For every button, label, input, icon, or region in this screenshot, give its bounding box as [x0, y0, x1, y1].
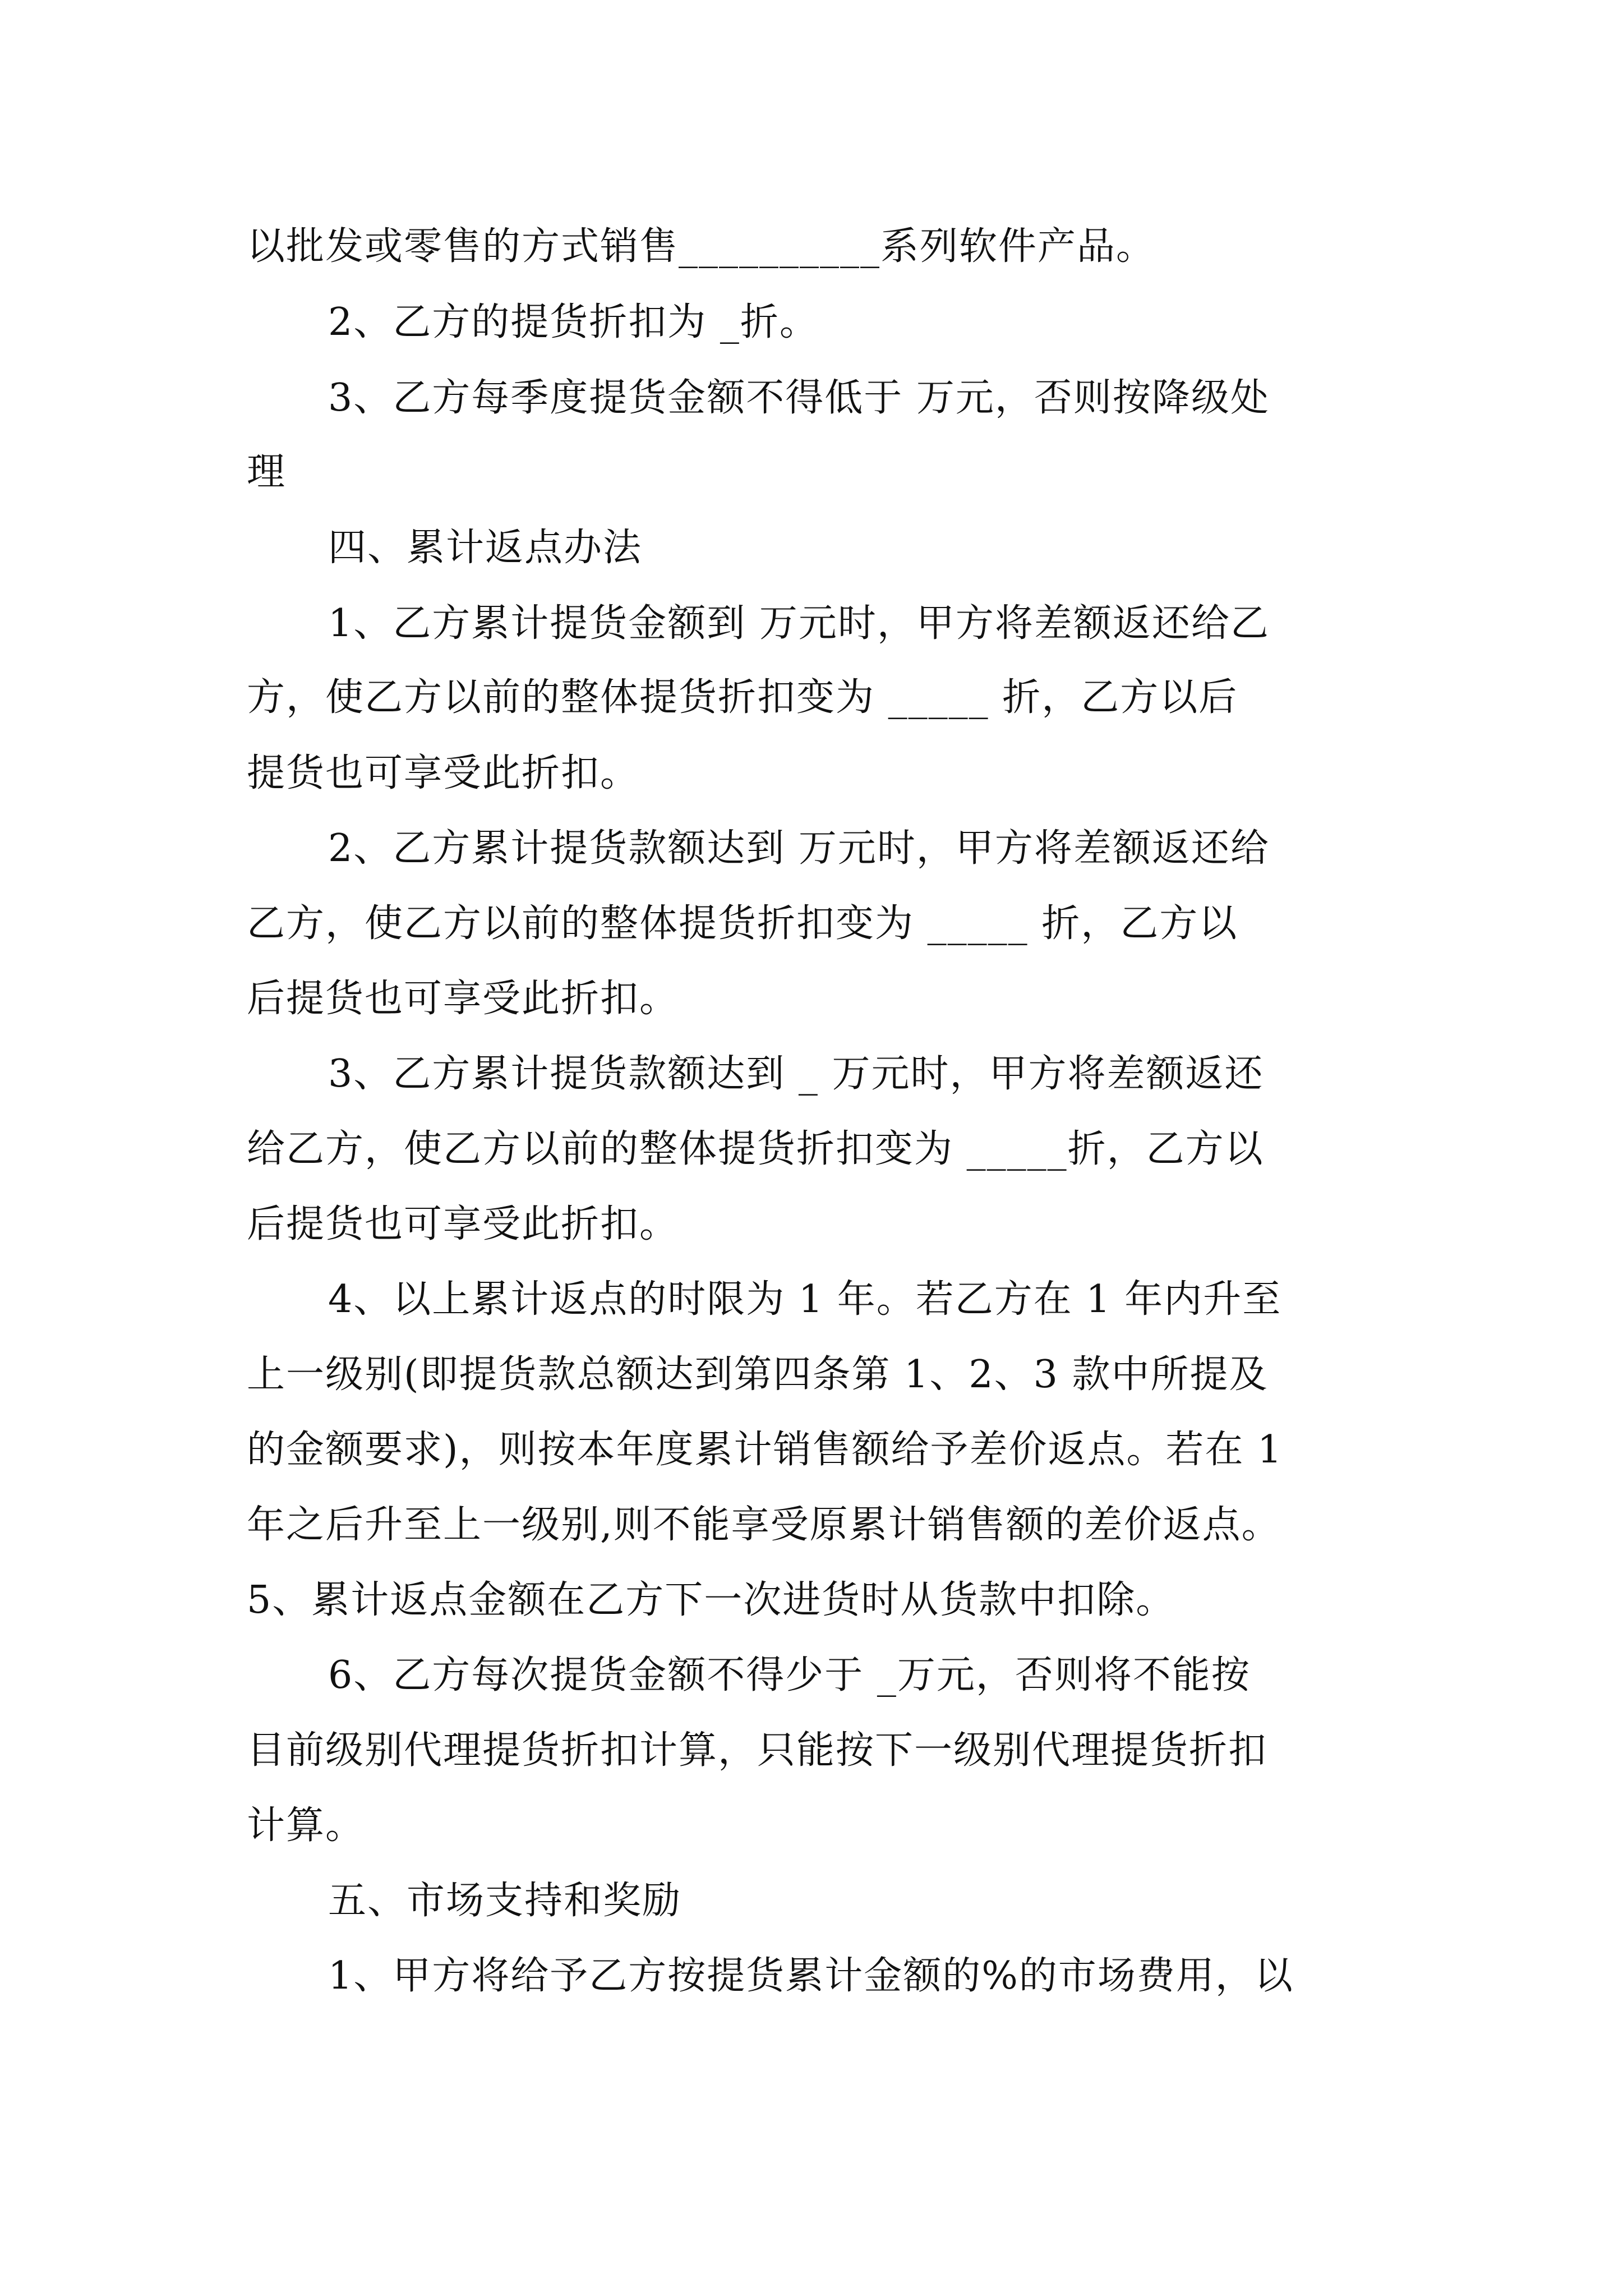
text-line: 3、乙方累计提货款额达到 _ 万元时，甲方将差额返还 [328, 1052, 1264, 1096]
text-line: 目前级别代理提货折扣计算，只能按下一级别代理提货折扣 [247, 1728, 1268, 1773]
text-line: 4、以上累计返点的时限为 1 年。若乙方在 1 年内升至 [328, 1277, 1282, 1322]
text-line: 计算。 [247, 1803, 365, 1848]
section-heading: 四、累计返点办法 [328, 526, 643, 570]
text-line: 2、乙方累计提货款额达到 万元时，甲方将差额返还给 [328, 826, 1270, 871]
text-line: 给乙方，使乙方以前的整体提货折扣变为 _____折，乙方以 [247, 1127, 1264, 1171]
text-line: 以批发或零售的方式销售__________系列软件产品。 [247, 224, 1156, 269]
text-line: 1、乙方累计提货金额到 万元时，甲方将差额返还给乙 [328, 601, 1270, 646]
section-heading: 五、市场支持和奖励 [328, 1879, 682, 1923]
text-line: 后提货也可享受此折扣。 [247, 1202, 679, 1246]
text-line: 年之后升至上一级别,则不能享受原累计销售额的差价返点。 [247, 1503, 1281, 1547]
text-line: 后提货也可享受此折扣。 [247, 977, 679, 1021]
text-line: 3、乙方每季度提货金额不得低于 万元，否则按降级处 [328, 376, 1270, 420]
text-line: 理 [247, 450, 287, 494]
text-line: 乙方，使乙方以前的整体提货折扣变为 _____ 折，乙方以 [247, 901, 1238, 946]
text-line: 1、甲方将给予乙方按提货累计金额的%的市场费用，以 [328, 1954, 1294, 1998]
text-line: 5、累计返点金额在乙方下一次进货时从货款中扣除。 [247, 1578, 1175, 1622]
text-line: 的金额要求)，则按本年度累计销售额给予差价返点。若在 1 [247, 1428, 1283, 1472]
text-line: 方，使乙方以前的整体提货折扣变为 _____ 折，乙方以后 [247, 675, 1238, 720]
text-line: 2、乙方的提货折扣为 _折。 [328, 300, 819, 344]
text-line: 上一级别(即提货款总额达到第四条第 1、2、3 款中所提及 [247, 1352, 1269, 1397]
text-line: 6、乙方每次提货金额不得少于 _万元，否则将不能按 [328, 1653, 1251, 1697]
text-line: 提货也可享受此折扣。 [247, 751, 640, 795]
